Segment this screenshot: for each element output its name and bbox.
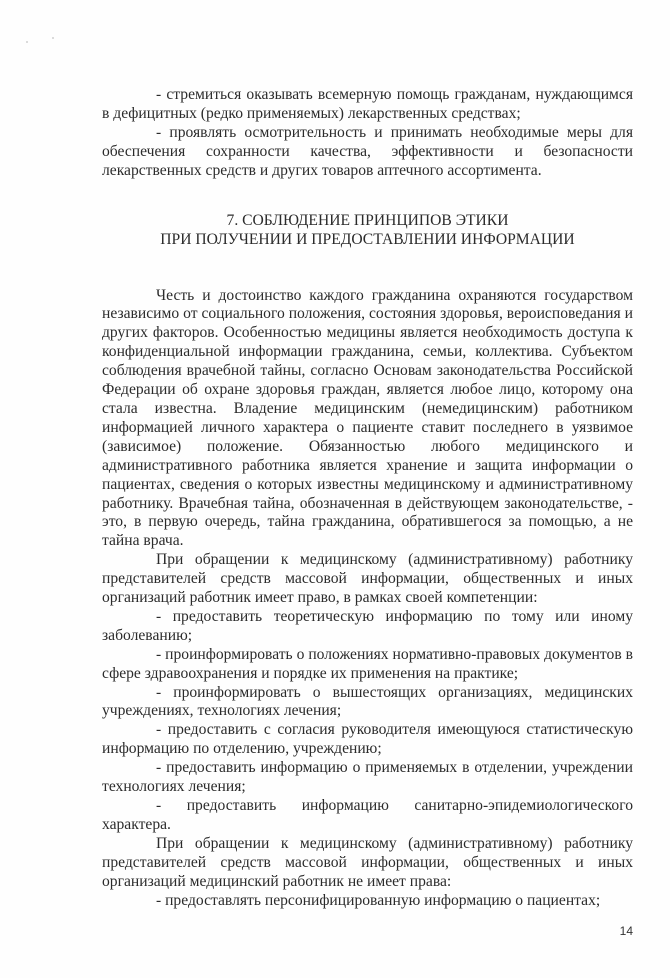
section-body [102,287,633,911]
paragraph-honor: Честь и достоинство каждого гражданина охраняются государством независимо от социального положения, состояния здоровья, вероисповедания и других факторов. Особенностью медицины является необходимость доступа к конфиденциальной информации гражданина, семьи, коллектива. Субъектом соблюдения врачебной тайны, согласно Основам законодательства Российской Федерации об охране здоровья граждан, является любое лицо, которому она стала известна. Владение медицинским (немедицинским) работником информацией личного характера о пациенте ставит последнего в уязвимое (зависимое) положение. Обязанностью любого медицинского и административного работника является хранение и защита информации о пациентах, сведения о которых известны медицинскому и административному работнику. Врачебная тайна, обозначенная в действующем законодательстве, - это, в первую очередь, тайна гражданина, обратившегося за помощью, а не тайна врача. [102,286,633,550]
rights-item: - предоставить с согласия руководителя имеющуюся статистическую информацию по отделению, учреждению; [102,721,633,758]
scan-speck [52,37,54,39]
intro-item: - проявлять осмотрительность и принимать необходимые меры для обеспечения сохранности качества, эффективности и безопасности лекарственных средств и других товаров аптечного ассортимента. [102,123,633,179]
rights-item: - предоставить теоретическую информацию по тому или иному заболеванию; [102,607,633,644]
page-number: 14 [619,924,633,939]
section-title-line-1: 7. СОБЛЮДЕНИЕ ПРИНЦИПОВ ЭТИКИ [226,211,509,229]
rights-item: - предоставить информацию санитарно-эпидемиологического характера. [102,797,633,833]
rights-item: - проинформировать о вышестоящих организациях, медицинских учреждениях, технологиях лечения; [102,683,633,720]
rights-item: - проинформировать о положениях нормативно-правовых документов в сфере здравоохранения и порядке их применения на практике; [102,645,633,682]
intro-item: - стремиться оказывать всемерную помощь гражданам, нуждающимся в дефицитных (редко применяемых) лекарственных средствах; [102,86,633,122]
section-heading [102,211,633,249]
paragraph-rights-intro: При обращении к медицинскому (административному) работнику представителей средств массовой информации, общественных и иных организаций работник имеет право, в рамках своей компетенции: [102,551,633,607]
paragraph-prohibitions-intro: При обращении к медицинскому (административному) работнику представителей средств массовой информации, общественных и иных организаций медицинский работник не имеет права: [102,834,633,890]
scan-speck [26,41,28,43]
rights-item: - предоставить информацию о применяемых в отделении, учреждении технологиях лечения; [102,759,633,796]
intro-list [102,86,633,181]
section-title-line-2: ПРИ ПОЛУЧЕНИИ И ПРЕДОСТАВЛЕНИИ ИНФОРМАЦИИ [160,230,575,248]
prohibitions-item: - предоставлять персонифицированную информацию о пациентах; [156,891,601,909]
